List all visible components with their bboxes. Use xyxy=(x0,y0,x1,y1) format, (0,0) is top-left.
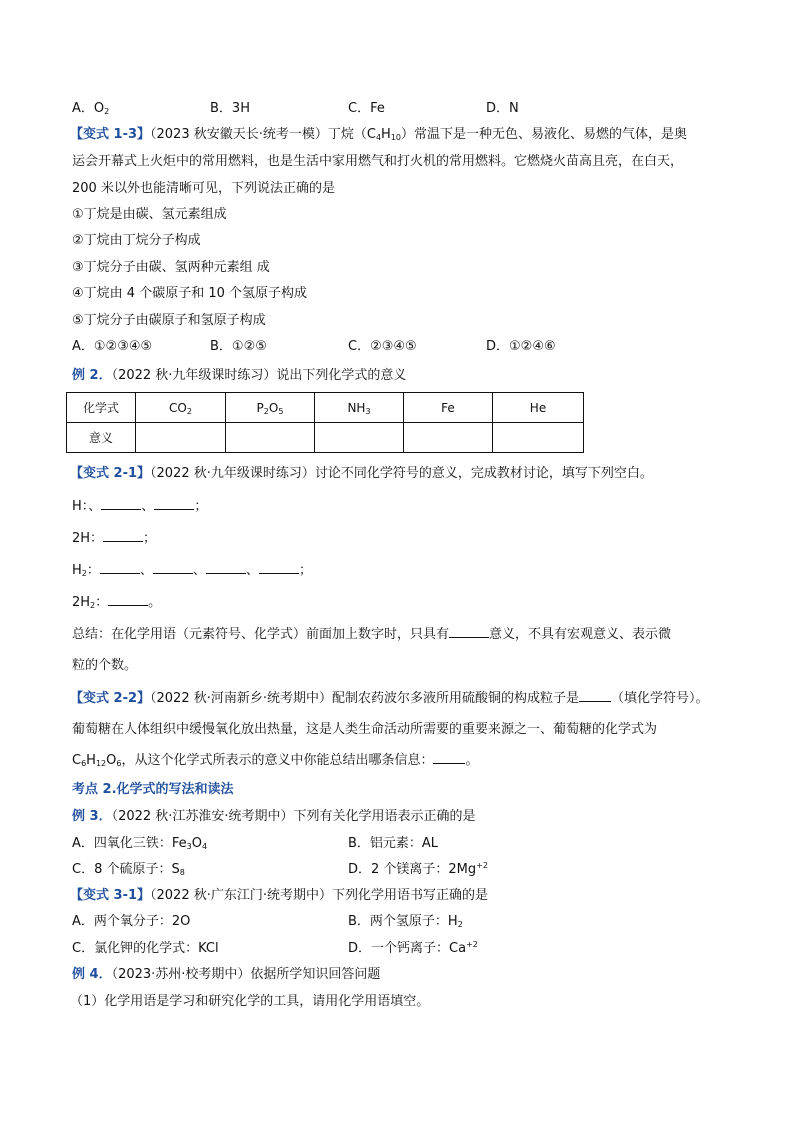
answer-blank[interactable] xyxy=(206,561,246,574)
example-3-option-c: C．8 个硫原子：$S_8$ xyxy=(72,862,185,877)
formula-he: He xyxy=(493,393,584,423)
statement-5: ⑤丁烷分子由碳原子和氢原子构成 xyxy=(72,313,266,328)
formula-p2o5: $P_2O_5$ xyxy=(226,393,315,423)
meaning-cell[interactable] xyxy=(226,423,315,453)
variant-2-2-line2: 葡萄糖在人体组织中缓慢氧化放出热量，这是人类生命活动所需要的重要来源之一、葡萄糖的化学式为 xyxy=(72,722,658,737)
example-4-tag: 例 4． xyxy=(72,967,112,982)
answer-blank[interactable] xyxy=(108,593,148,606)
variant-3-1-option-a: A．两个氧分子：2O xyxy=(72,914,191,929)
q1-option-b: B．3H xyxy=(210,101,250,116)
row-header-meaning: 意义 xyxy=(67,423,136,453)
formula-meaning-table xyxy=(66,392,584,453)
table-row xyxy=(67,423,584,453)
answer-blank[interactable] xyxy=(153,561,193,574)
h2-symbol-line: $H_2$： 、 、 、 ； xyxy=(72,563,312,578)
answer-blank[interactable] xyxy=(433,751,465,764)
answer-blank[interactable] xyxy=(103,529,143,542)
2h2-symbol-line: $2H_2$： 。 xyxy=(72,595,162,610)
meaning-cell[interactable] xyxy=(493,423,584,453)
variant-2-1-tag: 【变式 2-1】 xyxy=(70,466,151,481)
example-3-option-d: D．2 个镁离子：$2Mg^{+2}$ xyxy=(348,861,488,877)
variant-2-1-heading: 【变式 2-1】（2022 秋·九年级课时练习）讨论不同化学符号的意义，完成教材讨论，填写下列空白。 xyxy=(70,466,653,481)
formula-fe: Fe xyxy=(404,393,493,423)
meaning-cell[interactable] xyxy=(315,423,404,453)
statement-1: ①丁烷是由碳、氢元素组成 xyxy=(72,207,227,222)
variant-3-1-option-c: C．氯化钾的化学式：KCl xyxy=(72,941,219,956)
variant-2-2-heading: 【变式 2-2】（2022 秋·河南新乡·统考期中）配制农药波尔多液所用硫酸铜的构成粒子是 （填化学符号）。 xyxy=(70,691,709,706)
variant-3-1-option-b: B．两个氢原子：$H_2$ xyxy=(348,914,463,929)
answer-blank[interactable] xyxy=(101,497,141,510)
table-row xyxy=(67,393,584,423)
example-3-heading: 例 3．（2022 秋·江苏淮安·统考期中）下列有关化学用语表示正确的是 xyxy=(72,809,476,824)
meaning-cell[interactable] xyxy=(136,423,226,453)
example-4-subquestion-1: （1）化学用语是学习和研究化学的工具，请用化学用语填空。 xyxy=(70,994,430,1009)
variant-3-1-tag: 【变式 3-1】 xyxy=(70,888,151,903)
q1-option-d: D．N xyxy=(486,101,519,116)
h-symbol-line: H：、 、 ； xyxy=(72,499,208,514)
formula-nh3: $NH_3$ xyxy=(315,393,404,423)
statement-4: ④丁烷由 4 个碳原子和 10 个氢原子构成 xyxy=(72,286,307,301)
q1-option-a: A．$O_2$ xyxy=(72,101,110,116)
example-2-heading: 例 2．（2022 秋·九年级课时练习）说出下列化学式的意义 xyxy=(72,368,407,383)
variant-1-3-option-a: A．①②③④⑤ xyxy=(72,339,153,354)
statement-2: ②丁烷由丁烷分子构成 xyxy=(72,233,201,248)
example-3-option-a: A．四氧化三铁：$Fe_3O_4$ xyxy=(72,836,208,851)
example-2-tag: 例 2． xyxy=(72,368,112,383)
variant-1-3-option-c: C．②③④⑤ xyxy=(348,339,417,354)
answer-blank[interactable] xyxy=(154,497,194,510)
example-4-heading: 例 4．（2023·苏州·校考期中）依据所学知识回答问题 xyxy=(72,967,381,982)
variant-3-1-option-d: D．一个钙离子：$Ca^{+2}$ xyxy=(348,940,478,956)
variant-2-2-line3: $C_6H_{12}O_6$，从这个化学式所表示的意义中你能总结出哪条信息： 。 xyxy=(72,753,479,768)
row-header-formula: 化学式 xyxy=(67,393,136,423)
example-3-option-b: B．铝元素：AL xyxy=(348,836,439,851)
variant-1-3-option-d: D．①②④⑥ xyxy=(486,339,556,354)
meaning-cell[interactable] xyxy=(404,423,493,453)
answer-blank[interactable] xyxy=(259,561,299,574)
variant-3-1-heading: 【变式 3-1】（2022 秋·广东江门·统考期中）下列化学用语书写正确的是 xyxy=(70,888,488,903)
2h-symbol-line: 2H： ； xyxy=(72,531,157,546)
variant-1-3-heading: 【变式 1-3】（2023 秋安徽天长·统考一模）丁烷$(C_4H_{10})$常温下是一种无色、易液化、易燃的气体，是奥 xyxy=(70,127,688,142)
variant-1-3-line2: 运会开幕式上火炬中的常用燃料，也是生活中家用燃气和打火机的常用燃料。它燃烧火苗高且亮，在白天， xyxy=(72,154,684,169)
answer-blank[interactable] xyxy=(579,689,611,702)
variant-2-2-tag: 【变式 2-2】 xyxy=(70,691,151,706)
formula-co2: $CO_2$ xyxy=(136,393,226,423)
summary-line-1: 总结：在化学用语（元素符号、化学式）前面加上数字时，只具有 意义，不具有宏观意义、表示微 xyxy=(72,627,672,642)
q1-option-c: C．Fe xyxy=(348,101,385,116)
section-heading: 考点 2.化学式的写法和读法 xyxy=(72,782,234,797)
answer-blank[interactable] xyxy=(449,625,489,638)
variant-1-3-tag: 【变式 1-3】 xyxy=(70,127,151,142)
answer-blank[interactable] xyxy=(100,561,140,574)
example-3-tag: 例 3． xyxy=(72,809,112,824)
variant-1-3-option-b: B．①②⑤ xyxy=(210,339,267,354)
statement-3: ③丁烷分子由碳、氢两种元素组 成 xyxy=(72,260,270,275)
summary-line-2: 粒的个数。 xyxy=(72,658,138,673)
variant-1-3-line3: 200 米以外也能清晰可见，下列说法正确的是 xyxy=(72,181,335,196)
